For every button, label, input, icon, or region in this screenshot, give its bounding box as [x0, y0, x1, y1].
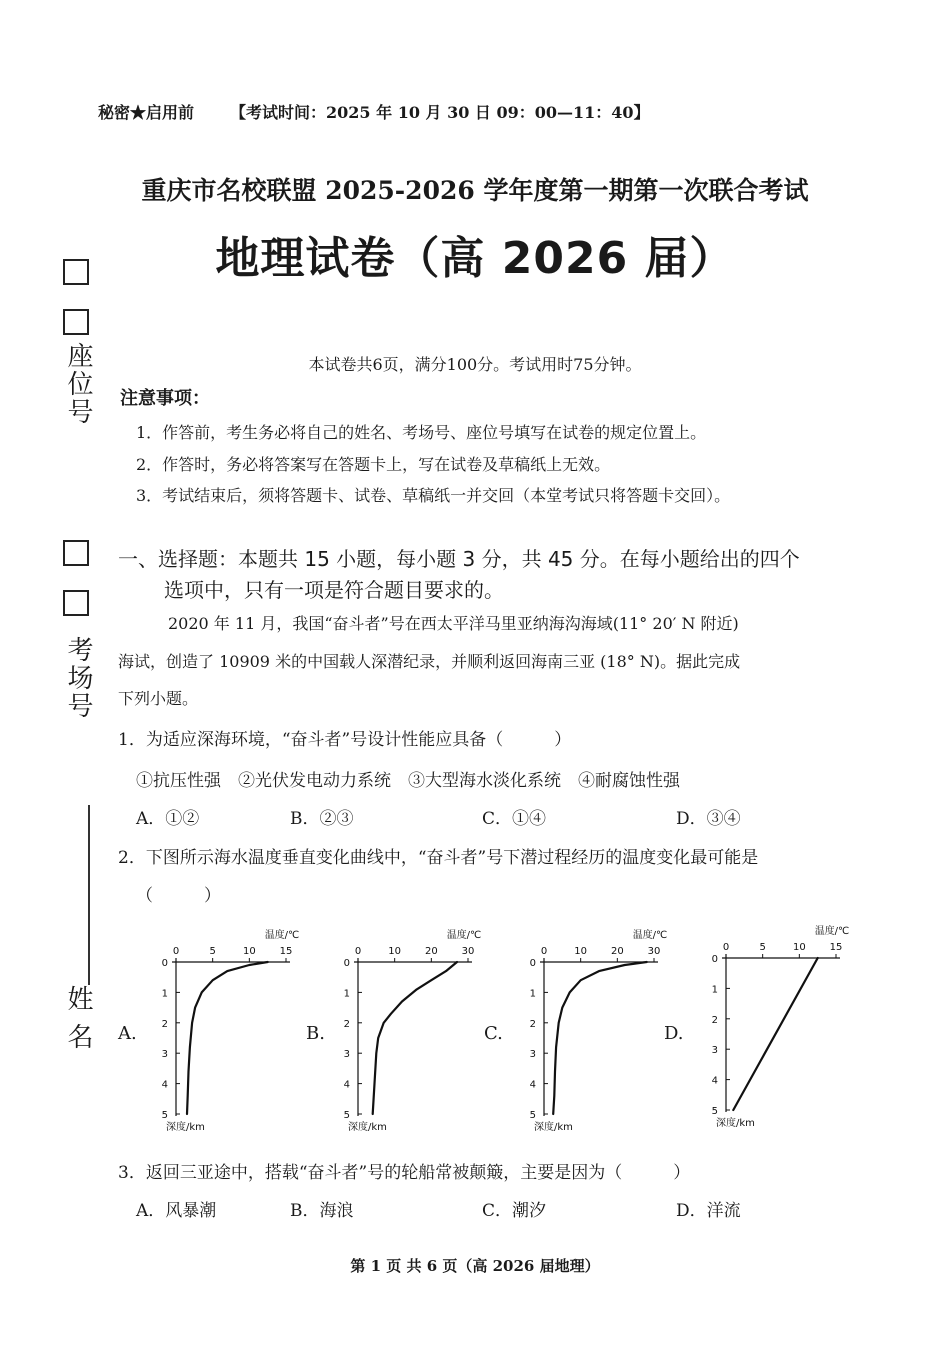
y-tick-label: 2 — [161, 1018, 168, 1030]
chart-label-c[interactable]: C. — [484, 1023, 503, 1044]
room-label: 考场号 — [63, 636, 93, 720]
y-tick-label: 4 — [161, 1079, 168, 1091]
y-axis-title: 深度/km — [716, 1118, 755, 1129]
x-tick-label: 10 — [792, 942, 806, 953]
x-tick-label: 10 — [574, 946, 588, 957]
x-axis-title: 温度/℃ — [446, 930, 482, 941]
question-2-paren: （ ） — [136, 886, 221, 906]
secret-mark: 秘密★启用前 — [98, 103, 195, 122]
y-tick-label: 3 — [529, 1049, 536, 1061]
chart-c — [508, 922, 688, 1142]
exam-title: 地理试卷（高 2026 届） — [215, 233, 735, 284]
x-tick-label: 10 — [388, 946, 402, 957]
y-axis-title: 深度/km — [348, 1122, 387, 1133]
question-3-stem: 3．返回三亚途中，搭载“奋斗者”号的轮船常被颠簸，主要是因为（ ） — [118, 1163, 691, 1183]
exam-intro: 本试卷共6页，满分100分。考试用时75分钟。 — [308, 355, 642, 374]
x-tick-label: 0 — [354, 946, 362, 957]
q3-option-d[interactable]: D．洋流 — [676, 1201, 741, 1221]
seat-box-2[interactable] — [63, 309, 89, 335]
notice-item: 2．作答时，务必将答案写在答题卡上，写在试卷及草稿纸上无效。 — [136, 455, 611, 474]
chart-b — [322, 922, 502, 1142]
room-box-2[interactable] — [63, 590, 89, 616]
y-tick-label: 3 — [343, 1049, 350, 1061]
notice-item: 1．作答前，考生务必将自己的姓名、考场号、座位号填写在试卷的规定位置上。 — [136, 423, 707, 442]
x-tick-label: 5 — [759, 942, 766, 953]
y-tick-label: 5 — [711, 1106, 718, 1117]
x-tick-label: 30 — [647, 946, 661, 957]
y-tick-label: 5 — [161, 1110, 168, 1121]
x-axis-title: 温度/℃ — [264, 930, 300, 941]
seat-label: 座位号 — [63, 342, 93, 426]
q3-option-c[interactable]: C．潮汐 — [482, 1201, 547, 1221]
x-tick-label: 15 — [279, 946, 293, 957]
passage-line: 下列小题。 — [118, 689, 199, 708]
name-line[interactable] — [88, 805, 90, 985]
passage-line: 海试，创造了 10909 米的中国载人深潜纪录，并顺利返回海南三亚 (18° N)。据此完成 — [118, 652, 741, 671]
y-tick-label: 2 — [343, 1018, 350, 1030]
chart-label-d[interactable]: D. — [664, 1023, 684, 1044]
y-tick-label: 2 — [711, 1014, 718, 1026]
section-heading: 一、选择题：本题共 15 小题，每小题 3 分，共 45 分。在每小题给出的四个 — [118, 547, 800, 571]
chart-d — [690, 918, 870, 1138]
temperature-curve — [373, 962, 457, 1114]
question-1-items: ①抗压性强 ②光伏发电动力系统 ③大型海水淡化系统 ④耐腐蚀性强 — [136, 771, 680, 791]
notice-heading: 注意事项： — [120, 388, 210, 409]
exam-subtitle: 重庆市名校联盟 2025-2026 学年度第一期第一次联合考试 — [141, 176, 809, 205]
name-label: 姓 名 — [63, 985, 93, 1052]
x-tick-label: 10 — [242, 946, 256, 957]
chart-a — [140, 922, 320, 1142]
x-tick-label: 0 — [172, 946, 180, 957]
chart-label-a[interactable]: A. — [118, 1023, 137, 1044]
passage-line: 2020 年 11 月，我国“奋斗者”号在西太平洋马里亚纳海沟海域(11° 20′ N 附近) — [168, 614, 739, 633]
y-tick-label: 3 — [711, 1045, 718, 1057]
x-axis-title: 温度/℃ — [814, 926, 850, 937]
exam-time: 【考试时间：2025 年 10 月 30 日 09：00—11：40】 — [230, 103, 650, 122]
y-tick-label: 4 — [711, 1075, 718, 1087]
q3-option-b[interactable]: B．海浪 — [290, 1201, 354, 1221]
q3-option-a[interactable]: A．风暴潮 — [136, 1201, 217, 1221]
top-header — [98, 100, 650, 123]
x-tick-label: 15 — [829, 942, 843, 953]
y-tick-label: 1 — [711, 984, 718, 996]
y-axis-title: 深度/km — [534, 1122, 573, 1133]
q1-option-c[interactable]: C．①④ — [482, 809, 547, 829]
y-axis-title: 深度/km — [166, 1122, 205, 1133]
y-tick-label: 1 — [529, 988, 536, 1000]
x-tick-label: 0 — [540, 946, 548, 957]
x-tick-label: 20 — [424, 946, 438, 957]
chart-label-b[interactable]: B. — [306, 1023, 325, 1044]
y-tick-label: 5 — [343, 1110, 350, 1121]
q1-option-a[interactable]: A．①② — [136, 809, 200, 829]
temperature-curve — [553, 962, 647, 1114]
question-1-stem: 1．为适应深海环境，“奋斗者”号设计性能应具备（ ） — [118, 730, 572, 750]
y-tick-label: 0 — [711, 954, 718, 965]
temperature-curve — [733, 958, 817, 1110]
q1-option-b[interactable]: B．②③ — [290, 809, 354, 829]
y-tick-label: 0 — [161, 958, 168, 969]
x-axis-title: 温度/℃ — [632, 930, 668, 941]
y-tick-label: 2 — [529, 1018, 536, 1030]
x-tick-label: 0 — [722, 942, 730, 953]
y-tick-label: 0 — [343, 958, 350, 969]
x-tick-label: 5 — [209, 946, 216, 957]
y-tick-label: 5 — [529, 1110, 536, 1121]
section-heading-cont: 选项中，只有一项是符合题目要求的。 — [164, 578, 504, 602]
y-tick-label: 3 — [161, 1049, 168, 1061]
temperature-curve — [187, 962, 268, 1114]
page-footer: 第 1 页 共 6 页（高 2026 届地理） — [350, 1257, 600, 1275]
y-tick-label: 4 — [529, 1079, 536, 1091]
y-tick-label: 0 — [529, 958, 536, 969]
x-tick-label: 20 — [610, 946, 624, 957]
y-tick-label: 1 — [343, 988, 350, 1000]
x-tick-label: 30 — [461, 946, 475, 957]
room-box-1[interactable] — [63, 540, 89, 566]
y-tick-label: 1 — [161, 988, 168, 1000]
notice-item: 3．考试结束后，须将答题卡、试卷、草稿纸一并交回（本堂考试只将答题卡交回）。 — [136, 486, 731, 505]
y-tick-label: 4 — [343, 1079, 350, 1091]
seat-box-1[interactable] — [63, 259, 89, 285]
q1-option-d[interactable]: D．③④ — [676, 809, 741, 829]
question-2-stem: 2．下图所示海水温度垂直变化曲线中，“奋斗者”号下潜过程经历的温度变化最可能是 — [118, 848, 759, 868]
